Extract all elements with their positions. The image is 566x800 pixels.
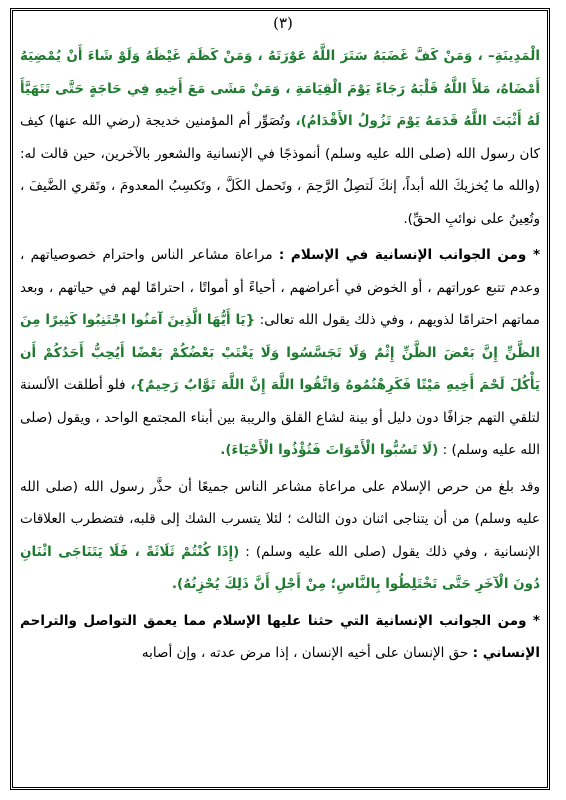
- page-number: (٣): [273, 14, 293, 32]
- hadith-text: (إِذَا كُنْتُمْ ثَلَاثَةً ، فَلَا يَتَنَاجَى اثْنَانِ دُونَ الْآخَرِ حَتَّى تَخْتَلِطُوا بِالنَّاسِ؛ مِنْ أَجْلِ أَنَّ ذَلِكَ يُحْزِنُهُ).: [20, 543, 540, 592]
- section-heading: * ومن الجوانب الإنسانية التي حثنا عليها الإسلام مما يعمق التواصل والتراحم الإنساني :: [20, 612, 540, 661]
- paragraph-4: [20, 605, 540, 670]
- body-text: مراعاة مشاعر الناس واحترام خصوصياتهم ، وعدم تتبع عوراتهم ، أو الخوض في أعراضهم ، أحياءً أو أمواتًا ، احترامًا لهم في حياتهم ، وبعد مماتهم احترامًا لذويهم ، وفي ذلك يقول الله تعالى:: [20, 247, 540, 328]
- hadith-text: (لَا تَسُبُّوا الْأَمْوَاتَ فَتُؤْذُوا الْأَحْيَاءَ).: [220, 442, 439, 458]
- paragraph-2: [20, 239, 540, 467]
- body-text: فلو أطلقت الألسنة لتلقي التهم جزافًا دون دليل أو بينة لشاع القلق والريبة بين أبناء المجتمع الواحد ، ويقول (صلى الله عليه وسلم) :: [20, 377, 540, 458]
- quran-verse: {يَا أَيُّهَا الَّذِينَ آمَنُوا اجْتَنِبُوا كَثِيرًا مِنَ الظَّنِّ إِنَّ بَعْضَ الظَّنِّ إِثْمٌ وَلَا تَجَسَّسُوا وَلَا يَغْتَبْ بَعْضُكُمْ بَعْضًا أَيُحِبُّ أَحَدُكُمْ أَن يَأْكُلَ لَحْمَ أَخِيهِ مَيْتًا فَكَرِهْتُمُوهُ وَاتَّقُوا اللَّهَ إِنَّ اللَّهَ تَوَّابٌ رَحِيمٌ}،: [20, 312, 540, 393]
- body-text: وقد بلغ من حرص الإسلام على مراعاة مشاعر الناس جميعًا أن حذَّر رسول الله (صلى الله عليه وسلم) من أن يتناجى اثنان دون الثالث ؛ لئلا يتسرب الشك إلى قلبه، فتضطرب العلاقات الإنسانية ، وفي ذلك يقول (صلى الله عليه وسلم) :: [20, 478, 540, 560]
- body-text: حق الإنسان على أخيه الإنسان ، إذا مرض عدته ، وإن أصابه: [141, 645, 469, 661]
- paragraph-3: [20, 471, 540, 601]
- hadith-text: الْمَدِينَةِ– ، وَمَنْ كَفَّ غَضَبَهُ سَتَرَ اللَّهُ عَوْرَتَهُ ، وَمَنْ كَظَمَ غَيْظَهُ وَلَوْ شَاءَ أَنْ يُمْضِيَهُ أَمْضَاهُ، مَلأَ اللَّهُ قَلْبَهُ رَجَاءً يَوْمَ الْقِيَامَةِ ، وَمَنْ مَشَى مَعَ أَخِيهِ فِي حَاجَةٍ حَتَّى تَتَهَيَّأَ لَهُ أَثْبَتَ اللَّهُ قَدَمَهُ يَوْمَ تَزُولُ الأَقْدَامُ)،: [20, 48, 540, 129]
- section-heading: * ومن الجوانب الإنسانية في الإسلام :: [278, 247, 540, 263]
- paragraph-1: [20, 40, 540, 235]
- body-text: وتُصَوِّر أم المؤمنين خديجة (رضي الله عنها) كيف كان رسول الله (صلى الله عليه وسلم) أنموذجًا في الإنسانية والشعور بالآخرين، حين قالت له: (والله ما يُخزيكَ الله أبداً، إنكَ لَتصِلُ الرَّحِمَ ، وتَحمل الكَلَّ ، وتَكسِبُ المعدومَ ، وتَقري الضَّيفَ ، وتُعِينُ على نوائبِ الحقِّ).: [20, 113, 540, 227]
- page-body: [20, 40, 540, 786]
